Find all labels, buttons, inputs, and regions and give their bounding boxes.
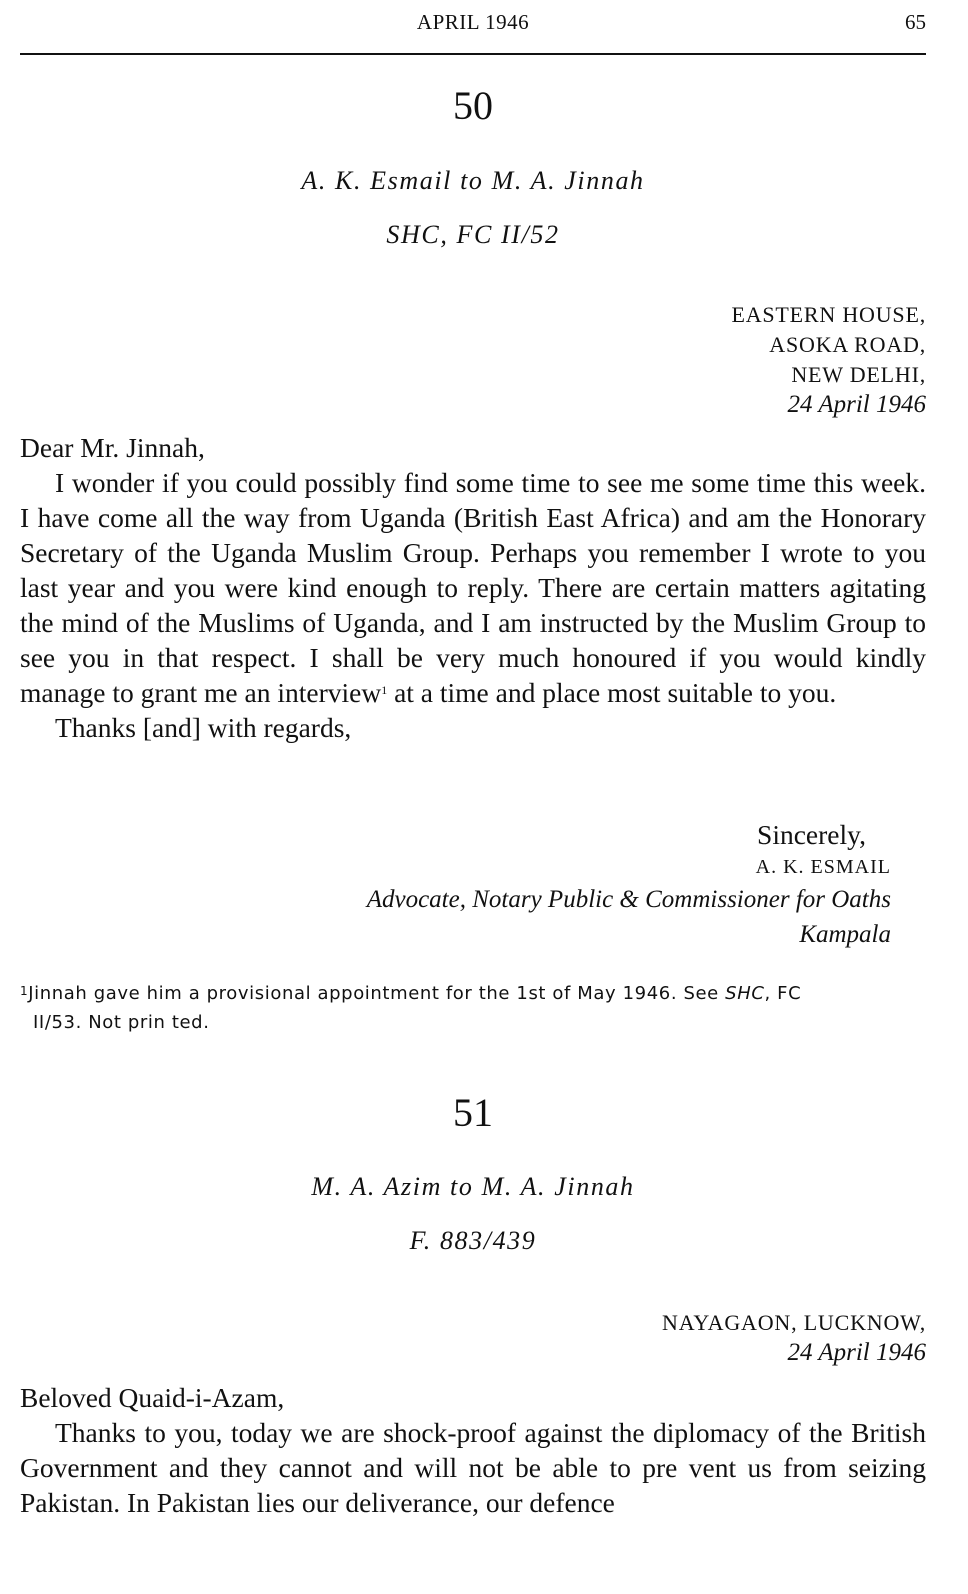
footnote: [20, 979, 926, 1037]
document-number: 51: [453, 1090, 493, 1135]
letter-paragraph: Thanks [and] with regards,: [55, 712, 352, 743]
running-head-title: APRIL 1946: [416, 10, 530, 34]
letter-date: 24 April 1946: [787, 391, 926, 418]
document-heading: M. A. Azim to M. A. Jinnah: [311, 1172, 635, 1201]
footnote-source: SHC: [725, 983, 765, 1004]
document-heading: A. K. Esmail to M. A. Jinnah: [301, 166, 645, 195]
signature-place: Kampala: [799, 921, 891, 948]
address-line: NAYAGAON, LUCKNOW,: [662, 1310, 926, 1335]
letter-date: 24 April 1946: [787, 1339, 926, 1366]
sender-address: [731, 300, 926, 420]
signature-name: A. K. ESMAIL: [755, 856, 891, 878]
letter-body: [20, 430, 926, 745]
closing-phrase: Sincerely,: [757, 819, 866, 850]
footnote-reference: 1: [381, 683, 388, 697]
footnote-text: Jinnah gave him a provisional appointment for the 1st of May 1946. See: [28, 983, 726, 1004]
header-rule: [20, 53, 926, 55]
footnote-text: , FC: [764, 983, 802, 1004]
footnote-line: [20, 979, 926, 1008]
document-reference: F. 883/439: [409, 1226, 537, 1255]
sender-address: [662, 1308, 926, 1368]
footnote-line: II/53. Not prin ted.: [33, 1012, 210, 1033]
footnote-marker: 1: [20, 984, 29, 998]
paragraph-text: I wonder if you could possibly find some time to see me some time this week. I have come all the way from Uganda (British East Africa) and am the Honorary Secretary of the Uganda Muslim Group. Perhaps you remember I wrote to you last year and you were kind enough to reply. There are certain matters agitating the mind of the Muslims of Uganda, and I am instructed by the Muslim Group to see you in that respect. I shall be very much honoured if you would kindly manage to grant me an interview: [20, 467, 926, 708]
address-line: EASTERN HOUSE,: [731, 302, 926, 327]
address-line: NEW DELHI,: [791, 362, 926, 387]
address-line: ASOKA ROAD,: [769, 332, 926, 357]
page-number: 65: [905, 10, 926, 34]
paragraph-text: at a time and place most suitable to you.: [387, 677, 837, 708]
document-number: 50: [453, 83, 493, 128]
book-page: [20, 0, 926, 1594]
running-head: [20, 10, 926, 40]
letter-body: [20, 1380, 926, 1520]
document-reference: SHC, FC II/52: [386, 220, 560, 249]
letter-paragraph: Thanks to you, today we are shock-proof against the diplomacy of the British Government and they cannot and will not be able to pre vent us from seizing Pakistan. In Pakistan lies our deliverance, our defence: [20, 1417, 926, 1518]
salutation: Beloved Quaid-i-Azam,: [20, 1382, 285, 1413]
letter-paragraph: [20, 465, 926, 710]
signature-title: Advocate, Notary Public & Commissioner for Oaths: [366, 886, 891, 913]
salutation: Dear Mr. Jinnah,: [20, 432, 205, 463]
letter-closing: [367, 818, 891, 952]
